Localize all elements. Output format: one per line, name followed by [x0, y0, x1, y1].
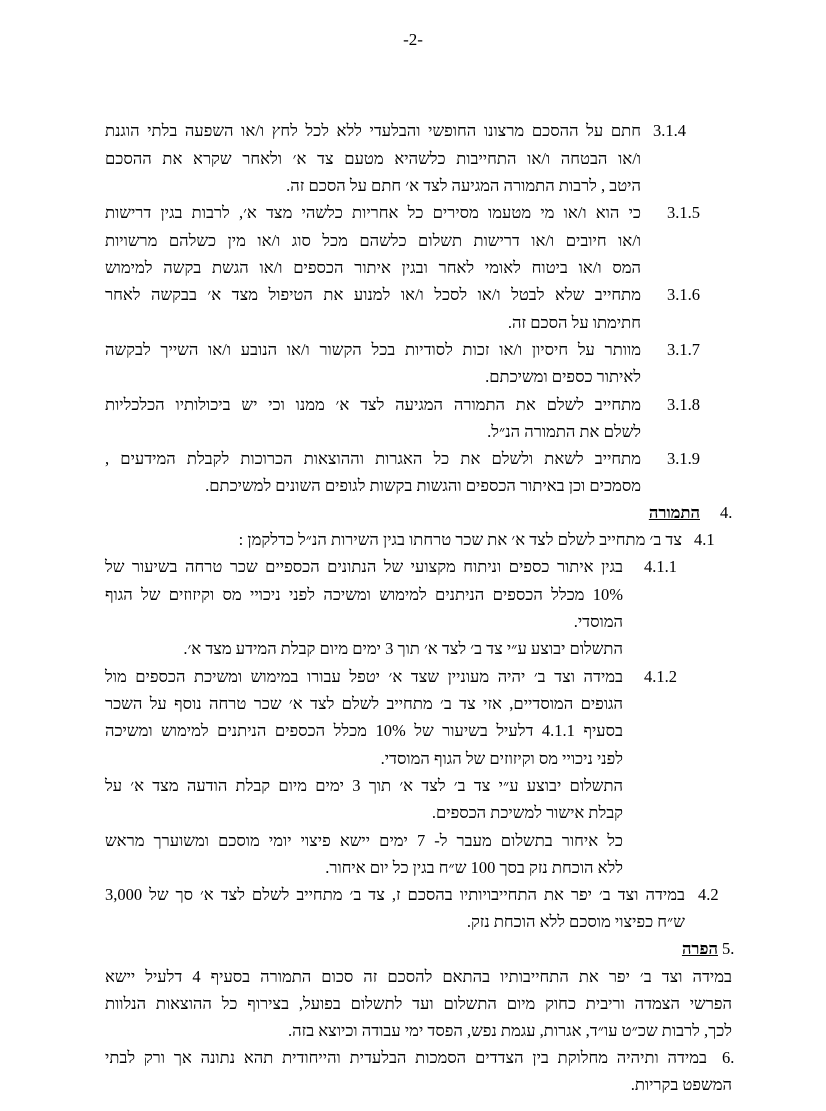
- clause-line: מתחייב לשאת ולשלם את כל האגרות וההוצאות הכרוכות לקבלת המידעים ,: [105, 449, 641, 468]
- clause-number: 4.1.2: [644, 667, 677, 686]
- clause-number: 3.1.7: [667, 340, 700, 359]
- clause-line: בגין איתור כספים וניתוח מקצועי של הנתונים הכספיים שכר טרחה בשיעור של: [105, 557, 623, 576]
- clause-line: מתחייב שלא לבטל ו/או לסכל ו/או למנוע את הטיפול מצד א׳ בבקשה לאחר: [105, 285, 641, 304]
- section-line: לכך, לרבות שכ״ט עו״ד, אגרות, עגמת נפש, הפסד ימי עבודה וכיוצא בזה.: [287, 1021, 732, 1040]
- clause-line: התשלום יבוצע ע״י צד ב׳ לצד א׳ תוך 3 ימים מיום קבלת המידע מצד א׳.: [183, 639, 623, 658]
- clause-line: כי הוא ו/או מי מטעמו מסירים כל אחריות כלשהי מצד א׳, לרבות בגין דרישות: [105, 203, 641, 222]
- clause-line: היטב , לרבות התמורה המגיעה לצד א׳ חתם על הסכם זה.: [286, 176, 641, 195]
- clause-line: ללא הוכחת נזק בסך 100 ש״ח בגין כל יום איחור.: [325, 858, 623, 877]
- clause-line: התשלום יבוצע ע״י צד ב׳ לצד א׳ תוך 3 ימים מיום קבלת הודעה מצד א׳ על: [105, 776, 623, 795]
- clause-line: במידה וצד ב׳ יפר את התחייבויותיו בהסכם ז, צד ב׳ מתחייב לשלם לצד א׳ סך של 3,000: [105, 885, 685, 904]
- clause-line: בסעיף 4.1.1 דלעיל בשיעור של 10% מכלל הכספים הניתנים למימוש ומשיכה: [105, 721, 623, 740]
- section-line: במידה ותיהיה מחלוקת בין הצדדים הסמכות הבלעדית והייחודית תהא נתונה אך ורק לבתי: [105, 1048, 707, 1067]
- clause-number: 3.1.5: [667, 203, 700, 222]
- clause-line: חתם על ההסכם מרצונו החופשי והבלעדי ללא לכל לחץ ו/או השפעה בלתי הוגנת: [105, 121, 641, 140]
- clause-line: לאיתור כספים ומשיכתם.: [485, 367, 641, 386]
- section-heading: הפרה: [681, 939, 718, 958]
- section-number: 6.: [722, 1048, 735, 1067]
- clause-number: 4.1: [694, 530, 715, 549]
- clause-number: 3.1.8: [667, 395, 700, 414]
- clause-line: חתימתו על הסכם זה.: [507, 313, 641, 332]
- section-number: 4.: [720, 503, 733, 522]
- clause-number: 3.1.6: [667, 285, 700, 304]
- clause-line: ו/או הבטחה ו/או התחייבות כלשהיא מטעם צד א׳ ולאחר שקרא את ההסכם: [105, 149, 641, 168]
- section-line: המשפט בקריות.: [630, 1075, 732, 1094]
- clause-line: קבלת אישור למשיכת הכספים.: [431, 803, 623, 822]
- page-number: -2-: [403, 30, 423, 49]
- section-heading: התמורה: [648, 503, 700, 522]
- clause-line: המס ו/או ביטוח לאומי לאחר ובגין איתור הכספים ו/או הגשת בקשה למימוש: [105, 258, 641, 277]
- clause-number: 3.1.4: [653, 121, 686, 140]
- clause-line: צד ב׳ מתחייב לשלם לצד א׳ את שכר טרחתו בגין השירות הנ״ל כדלקמן :: [238, 530, 682, 549]
- clause-line: הגופים המוסדיים, אזי צד ב׳ מתחייב לשלם לצד א׳ שכר טרחה נוסף על השכר: [105, 694, 623, 713]
- clause-line: המוסדי.: [573, 612, 623, 631]
- section-line: במידה וצד ב׳ יפר את התחייבותיו בהתאם להסכם זה סכום התמורה בסעיף 4 דלעיל יישא: [105, 967, 732, 986]
- clause-line: כל איחור בתשלום מעבר ל- 7 ימים יישא פיצוי יומי מוסכם ומשוערך מראש: [105, 831, 623, 850]
- clause-line: מסמכים וכן באיתור הכספים והגשות בקשות לגופים השונים למשיכתם.: [205, 476, 641, 495]
- clause-line: מוותר על חיסיון ו/או זכות לסודיות בכל הקשור ו/או הנובע ו/או השייך לבקשה: [105, 340, 641, 359]
- clause-line: במידה וצד ב׳ יהיה מעוניין שצד א׳ יטפל עבורו במימוש ומשיכת הכספים מול: [105, 667, 623, 686]
- clause-line: ו/או חיובים ו/או דרישות תשלום כלשהם מכל סוג ו/או מין כשלהם מרשויות: [105, 231, 641, 250]
- clause-number: 4.1.1: [644, 557, 677, 576]
- clause-line: לשלם את התמורה הנ״ל.: [487, 422, 641, 441]
- clause-line: 10% מכלל הכספים הניתנים למימוש ומשיכה לפני ניכויי מס וקיזוזים של הגוף: [105, 585, 623, 604]
- clause-number: 4.2: [698, 885, 719, 904]
- clause-line: מתחייב לשלם את התמורה המגיעה לצד א׳ ממנו וכי יש ביכולותיו הכלכליות: [105, 395, 641, 414]
- clause-line: ש״ח כפיצוי מוסכם ללא הוכחת נזק.: [466, 912, 685, 931]
- clause-line: לפני ניכויי מס וקיזוזים של הגוף המוסדי.: [380, 749, 623, 768]
- clause-number: 3.1.9: [667, 449, 700, 468]
- section-number: 5.: [722, 939, 735, 958]
- section-line: הפרשי הצמדה וריבית כחוק מיום התשלום ועד לתשלום בפועל, בצירוף כל ההוצאות הנלוות: [105, 994, 732, 1013]
